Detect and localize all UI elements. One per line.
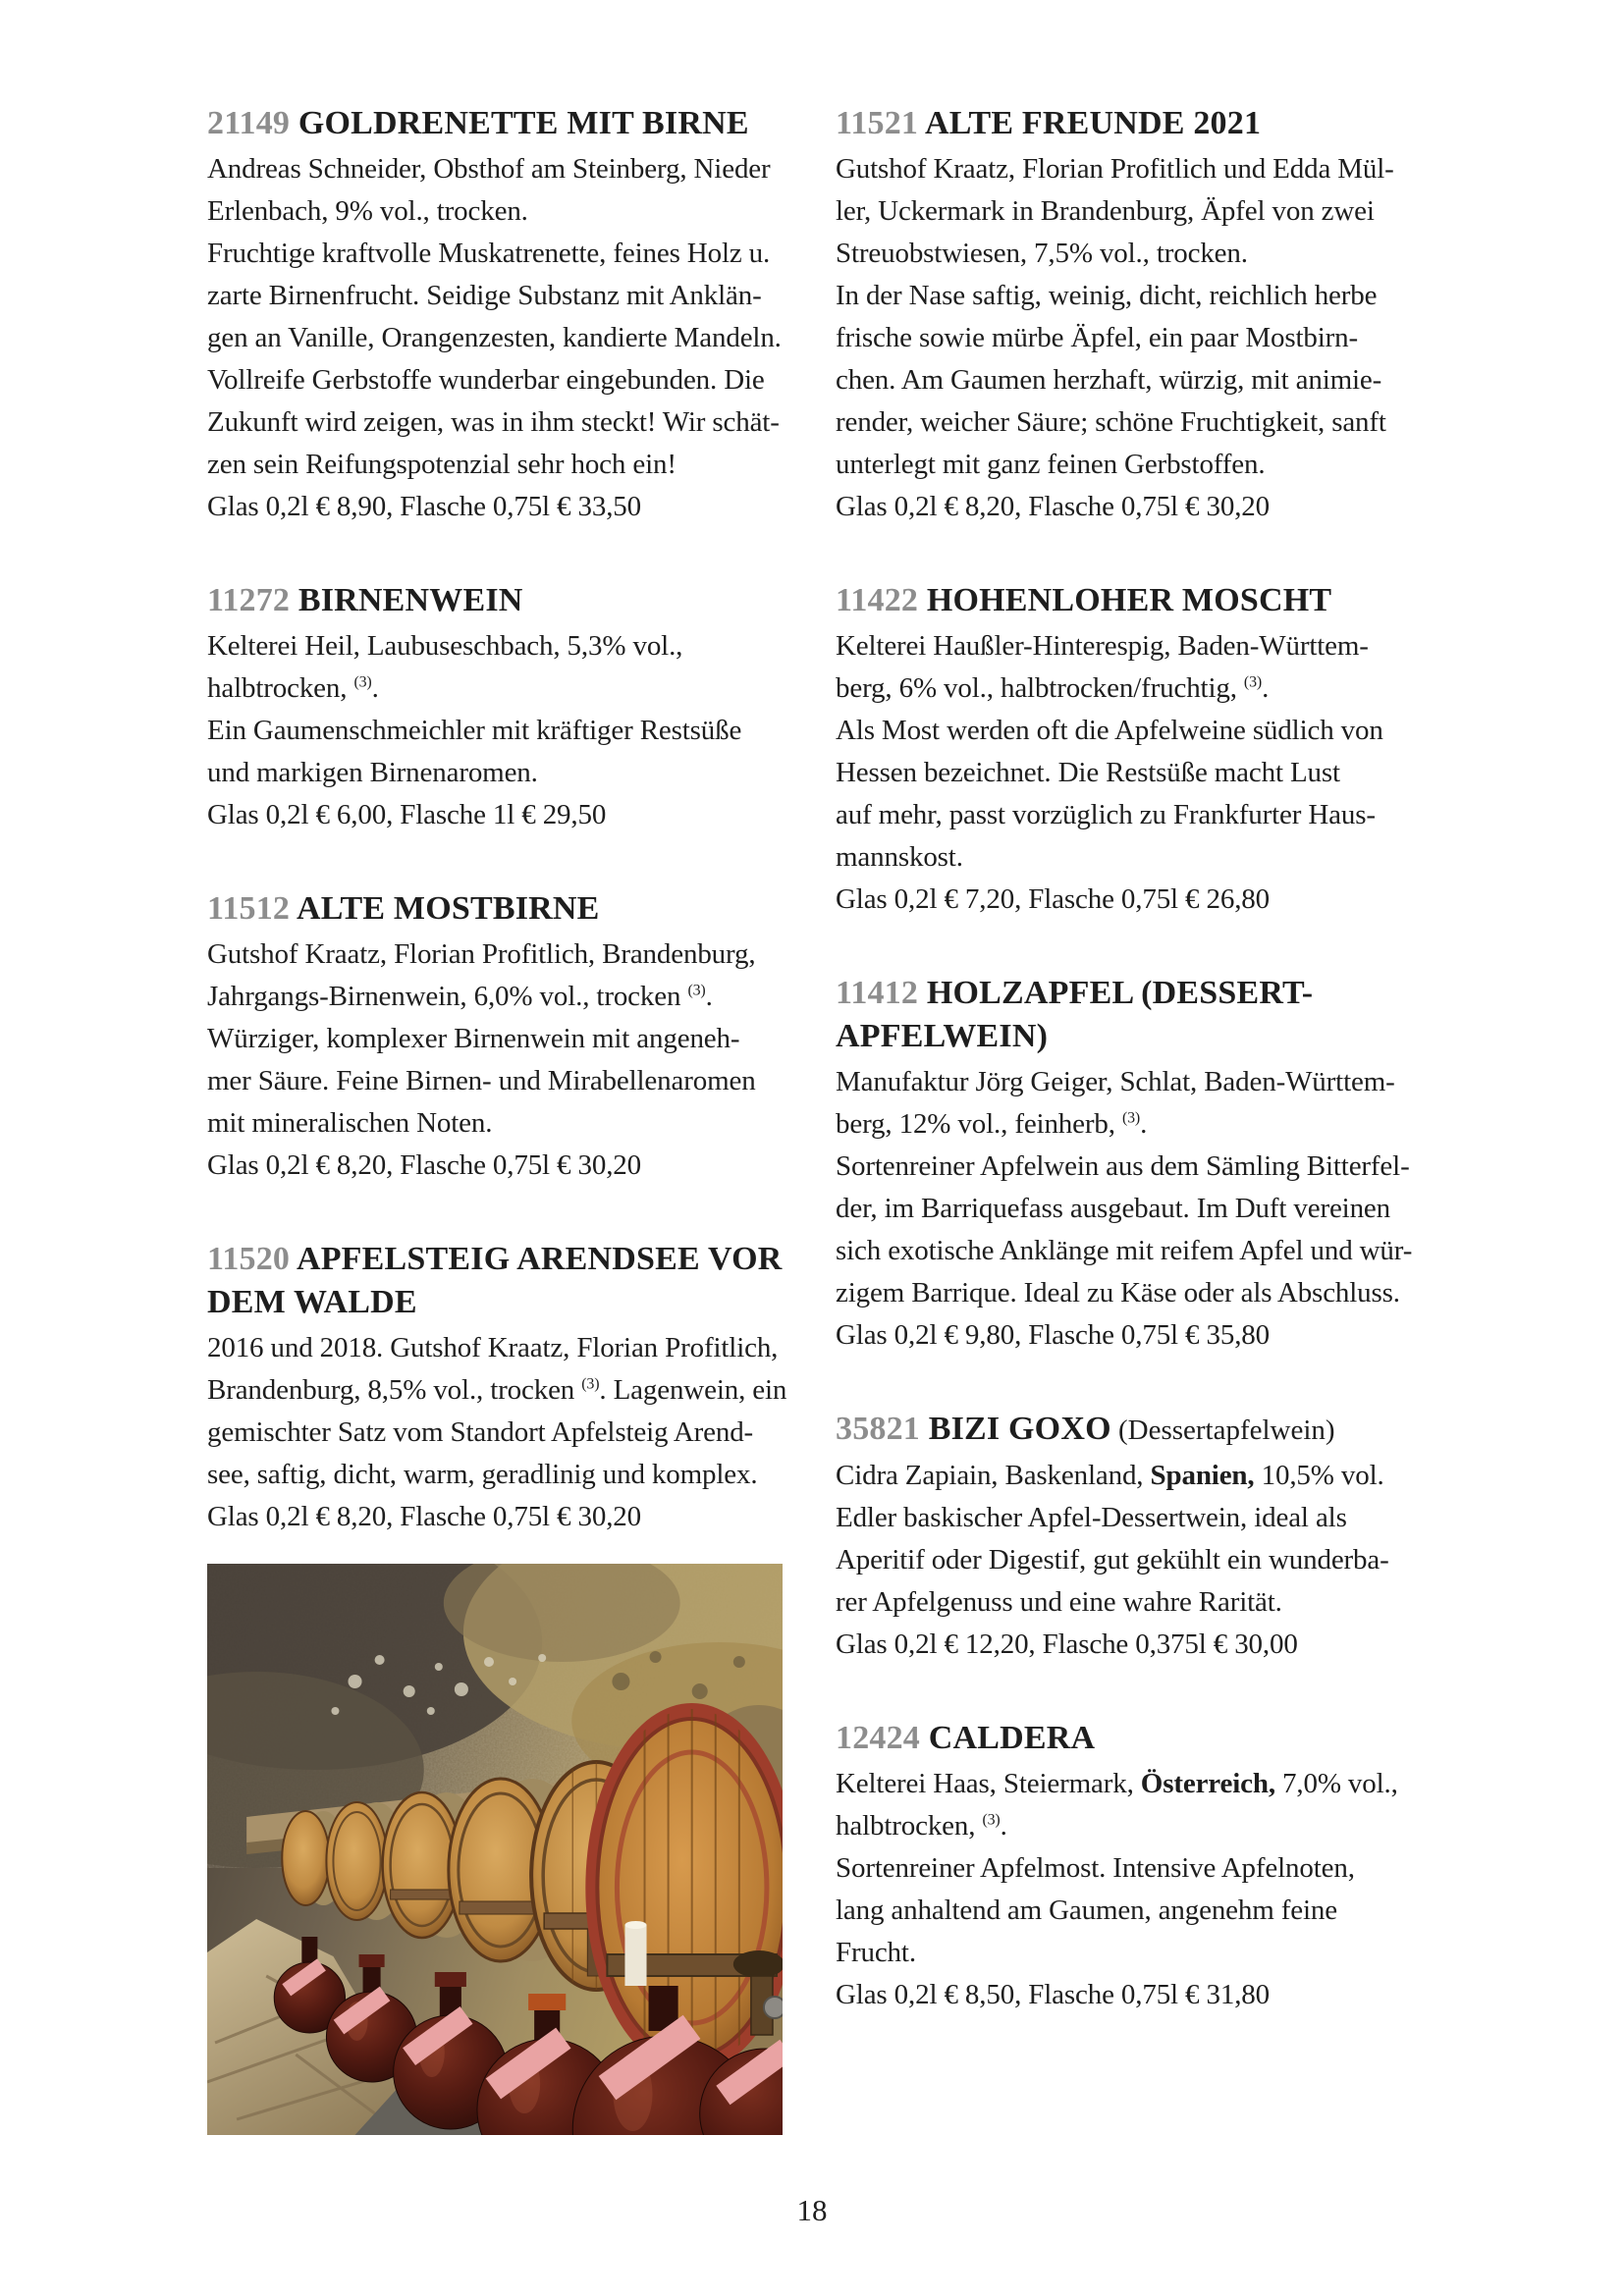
entry-description (836, 1061, 1425, 1357)
entry-number: 11272 (207, 582, 291, 618)
entry-description (836, 148, 1425, 528)
text-line: gen an Vanille, Orangenzesten, kandierte Mandeln. (207, 322, 782, 353)
text-line: Fruchtige kraftvolle Muskatrenette, feines Holz u. (207, 238, 771, 269)
footnote-marker: (3) (1243, 673, 1263, 691)
text-line: rer Apfelgenuss und eine wahre Rarität. (836, 1586, 1282, 1618)
text-line: Andreas Schneider, Obsthof am Steinberg, Nieder (207, 153, 771, 185)
entry-title: BIZI GOXO (928, 1411, 1111, 1447)
text-line: Edler baskischer Apfel-Dessertwein, ideal als (836, 1502, 1347, 1533)
entry-heading (836, 972, 1425, 1058)
entry-number: 11512 (207, 890, 291, 927)
footnote-marker: (3) (581, 1375, 600, 1393)
footnote-marker: (3) (982, 1811, 1001, 1829)
entry-description (836, 1455, 1425, 1666)
text-line: Glas 0,2l € 8,90, Flasche 0,75l € 33,50 (207, 491, 642, 522)
entry-description (207, 625, 796, 836)
text-line: unterlegt mit ganz feinen Gerbstoffen. (836, 449, 1266, 480)
text-line: Glas 0,2l € 8,20, Flasche 0,75l € 30,20 (836, 491, 1271, 522)
text-line: Glas 0,2l € 7,20, Flasche 0,75l € 26,80 (836, 883, 1271, 915)
entry-heading (207, 579, 796, 622)
text-line: Frucht. (836, 1937, 916, 1968)
entry-title: HOHENLOHER MOSCHT (926, 582, 1332, 618)
menu-entry (207, 579, 796, 836)
right-column (836, 102, 1425, 2067)
text-line: Glas 0,2l € 6,00, Flasche 1l € 29,50 (207, 799, 607, 830)
entry-title: HOLZAPFEL (DESSERT-APFELWEIN) (836, 975, 1314, 1054)
text-line: der, im Barriquefass ausgebaut. Im Duft vereinen (836, 1193, 1390, 1224)
entry-number: 12424 (836, 1720, 920, 1756)
bold-text: Österreich, (1140, 1768, 1275, 1799)
text-line: zigem Barrique. Ideal zu Käse oder als Abschluss. (836, 1277, 1400, 1308)
left-column (207, 102, 796, 1589)
text-line: Gutshof Kraatz, Florian Profitlich und Edda Mül- (836, 153, 1394, 185)
text-line: Kelterei Haußler-Hinterespig, Baden-Württem- (836, 630, 1369, 662)
entry-heading (836, 1717, 1425, 1760)
entry-heading (836, 579, 1425, 622)
text-line: mannskost. (836, 841, 963, 873)
text-line: In der Nase saftig, weinig, dicht, reichlich herbe (836, 280, 1378, 311)
entry-title: APFELSTEIG ARENDSEE VOR DEM WALDE (207, 1241, 783, 1320)
menu-entry (836, 102, 1425, 528)
text-line: chen. Am Gaumen herzhaft, würzig, mit animie- (836, 364, 1382, 396)
entry-title: ALTE MOSTBIRNE (296, 890, 600, 927)
text-line: Glas 0,2l € 9,80, Flasche 0,75l € 35,80 (836, 1319, 1271, 1351)
entry-number: 35821 (836, 1411, 920, 1447)
text-line: Würziger, komplexer Birnenwein mit angeneh- (207, 1023, 740, 1054)
text-line: Zukunft wird zeigen, was in ihm steckt! Wir schät- (207, 406, 780, 438)
text-line: Sortenreiner Apfelwein aus dem Sämling Bitterfel- (836, 1150, 1410, 1182)
menu-entry (836, 579, 1425, 921)
text-line: halbtrocken, $^{(3)}$. (207, 672, 379, 704)
text-line: Erlenbach, 9% vol., trocken. (207, 195, 528, 227)
text-line: Vollreife Gerbstoffe wunderbar eingebunden. Die (207, 364, 765, 396)
text-line: und markigen Birnenaromen. (207, 757, 538, 788)
menu-entry (207, 887, 796, 1187)
text-line: zarte Birnenfrucht. Seidige Substanz mit Anklän- (207, 280, 762, 311)
menu-entry (207, 102, 796, 528)
text-line: Jahrgangs-Birnenwein, 6,0% vol., trocken $^{(3)}$. (207, 981, 713, 1012)
text-line: gemischter Satz vom Standort Apfelsteig Arend- (207, 1416, 754, 1448)
text-line: Sortenreiner Apfelmost. Intensive Apfelnoten, (836, 1852, 1355, 1884)
text-line: berg, 12% vol., feinherb, $^{(3)}$. (836, 1108, 1148, 1140)
entry-number: 11521 (836, 105, 919, 141)
text-line: mer Säure. Feine Birnen- und Mirabellenaromen (207, 1065, 756, 1096)
text-line: auf mehr, passt vorzüglich zu Frankfurter Haus- (836, 799, 1376, 830)
text-line: Glas 0,2l € 12,20, Flasche 0,375l € 30,00 (836, 1629, 1298, 1660)
text-line: Streuobstwiesen, 7,5% vol., trocken. (836, 238, 1248, 269)
text-line: berg, 6% vol., halbtrocken/fruchtig, $^{(3)}$. (836, 672, 1270, 704)
entry-description (836, 1763, 1425, 2016)
text-line: Kelterei Heil, Laubuseschbach, 5,3% vol., (207, 630, 683, 662)
entry-heading (836, 1408, 1425, 1452)
text-line: see, saftig, dicht, warm, geradlinig und komplex. (207, 1459, 758, 1490)
entry-heading (207, 1238, 796, 1324)
entry-heading (207, 102, 796, 145)
entry-title: BIRNENWEIN (298, 582, 523, 618)
text-line: Hessen bezeichnet. Die Restsüße macht Lust (836, 757, 1340, 788)
entry-title: GOLDRENETTE MIT BIRNE (298, 105, 749, 141)
text-line: Als Most werden oft die Apfelweine südlich von (836, 715, 1383, 746)
text-line: render, weicher Säure; schöne Fruchtigkeit, sanft (836, 406, 1386, 438)
menu-entry (207, 1238, 796, 1538)
entry-description (207, 1327, 796, 1538)
text-line: Glas 0,2l € 8,20, Flasche 0,75l € 30,20 (207, 1501, 642, 1532)
entry-description (836, 625, 1425, 921)
text-line: Glas 0,2l € 8,50, Flasche 0,75l € 31,80 (836, 1979, 1271, 2010)
text-line: Ein Gaumenschmeichler mit kräftiger Restsüße (207, 715, 742, 746)
entry-title: ALTE FREUNDE 2021 (924, 105, 1262, 141)
text-line: Gutshof Kraatz, Florian Profitlich, Brandenburg, (207, 938, 756, 970)
text-line: zen sein Reifungspotenzial sehr hoch ein! (207, 449, 677, 480)
entry-title: CALDERA (928, 1720, 1096, 1756)
entry-description (207, 148, 796, 528)
menu-entry (836, 1717, 1425, 2016)
entry-number: 11412 (836, 975, 919, 1011)
footnote-marker: (3) (353, 673, 372, 691)
page-number: 18 (796, 2193, 828, 2227)
text-line: Manufaktur Jörg Geiger, Schlat, Baden-Württem- (836, 1066, 1395, 1097)
cellar-photo-illustration (207, 1564, 783, 2135)
entry-number: 11520 (207, 1241, 291, 1277)
text-line: Glas 0,2l € 8,20, Flasche 0,75l € 30,20 (207, 1149, 642, 1181)
bold-text: Spanien, (1150, 1460, 1255, 1491)
text-line: mit mineralischen Noten. (207, 1107, 493, 1139)
entry-number: 21149 (207, 105, 291, 141)
text-line: ler, Uckermark in Brandenburg, Äpfel von zwei (836, 195, 1375, 227)
text-line: sich exotische Anklänge mit reifem Apfel und wür- (836, 1235, 1413, 1266)
text-line: Kelterei Haas, Steiermark, Österreich, 7,0% vol., (836, 1768, 1398, 1799)
menu-entry (836, 972, 1425, 1357)
text-line: frische sowie mürbe Äpfel, ein paar Mostbirn- (836, 322, 1359, 353)
menu-entry (836, 1408, 1425, 1666)
entry-description (207, 934, 796, 1187)
footnote-marker: (3) (1121, 1109, 1141, 1127)
entry-title-note: (Dessertapfelwein) (1110, 1415, 1335, 1446)
text-line: lang anhaltend am Gaumen, angenehm feine (836, 1895, 1337, 1926)
text-line: 2016 und 2018. Gutshof Kraatz, Florian Profitlich, (207, 1332, 779, 1363)
footnote-marker: (3) (687, 982, 706, 999)
text-line: Cidra Zapiain, Baskenland, Spanien, 10,5% vol. (836, 1460, 1384, 1491)
text-line: Brandenburg, 8,5% vol., trocken $^{(3)}$. Lagenwein, ein (207, 1374, 787, 1406)
entry-number: 11422 (836, 582, 919, 618)
entry-heading (836, 102, 1425, 145)
cellar-photo (207, 1564, 783, 2135)
text-line: Aperitif oder Digestif, gut gekühlt ein wunderba- (836, 1544, 1389, 1575)
entry-heading (207, 887, 796, 931)
text-line: halbtrocken, $^{(3)}$. (836, 1810, 1007, 1842)
